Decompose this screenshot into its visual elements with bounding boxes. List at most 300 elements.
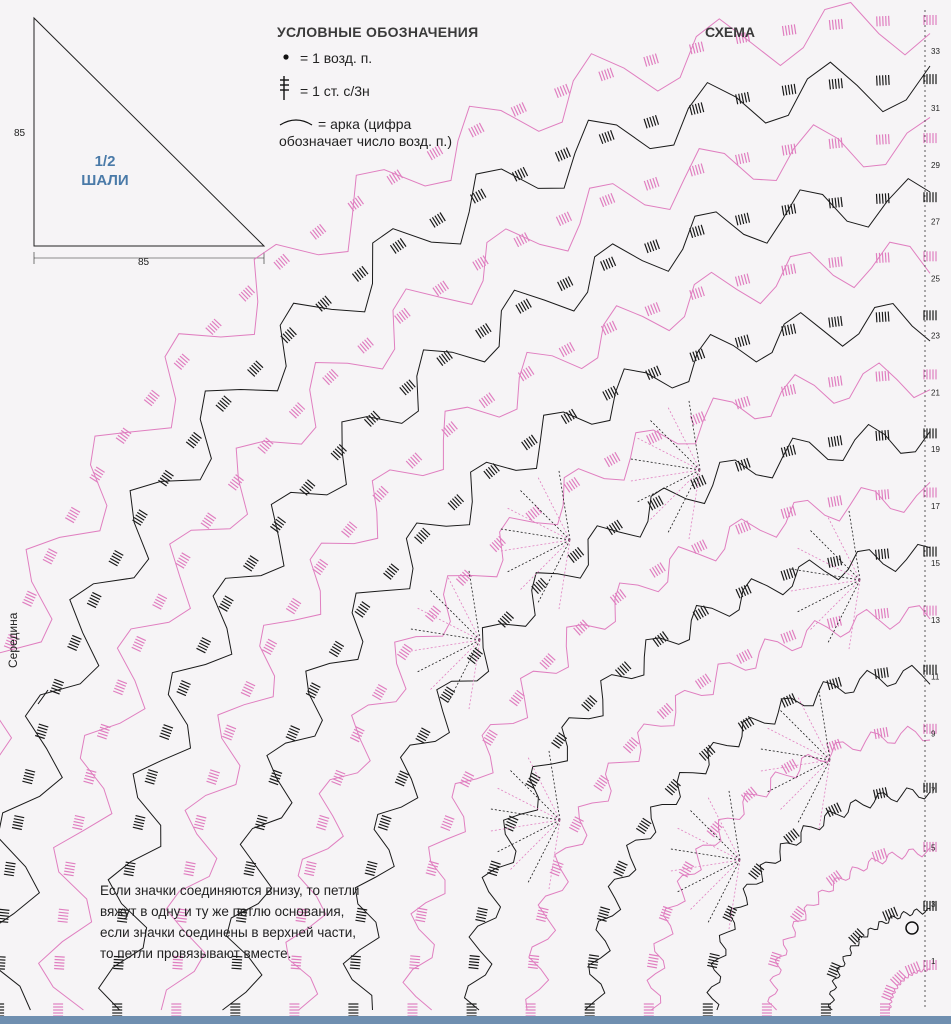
stitch-mark	[781, 571, 784, 581]
stitch-mark	[832, 139, 833, 149]
stitch-mark	[162, 730, 171, 733]
stitch-mark	[269, 781, 278, 784]
stitch-mark	[837, 436, 839, 446]
fan-spoke	[651, 470, 701, 520]
stitch-mark	[833, 617, 835, 627]
stitch-mark	[410, 962, 420, 963]
stitch-mark	[124, 874, 134, 876]
row-number-label: 1	[931, 957, 936, 966]
dot-icon	[283, 54, 288, 59]
stitch-mark	[184, 871, 194, 873]
row-number-label: 29	[931, 160, 940, 170]
stitch-mark	[529, 961, 539, 962]
stitch-mark	[655, 54, 658, 64]
stitch-mark	[741, 398, 744, 408]
stitch-mark	[647, 118, 650, 128]
stitch-mark	[4, 871, 14, 873]
stitch-mark	[879, 549, 880, 559]
stitch-mark	[416, 917, 426, 919]
stitch-mark	[99, 730, 109, 733]
stitch-mark	[74, 819, 84, 821]
stitch-mark	[605, 70, 608, 80]
stitch-mark	[785, 145, 787, 155]
stitch-mark	[744, 397, 747, 407]
stitch-mark	[838, 739, 842, 748]
stitch-mark	[173, 965, 183, 966]
stitch-mark	[881, 668, 882, 678]
stitch-mark	[54, 966, 64, 967]
fan-spoke	[691, 811, 741, 861]
stitch-mark	[14, 819, 24, 821]
row-number-label: 27	[931, 217, 940, 227]
stitch-mark	[555, 89, 559, 98]
stitch-mark	[695, 43, 697, 53]
fan-spoke	[431, 640, 481, 690]
stitch-mark	[380, 821, 390, 824]
stitch-mark	[5, 868, 15, 870]
stitch-mark	[382, 816, 392, 819]
stitch-mark	[59, 909, 69, 910]
row-number-label: 15	[931, 558, 940, 568]
stitch-mark	[410, 965, 420, 966]
stitch-mark	[888, 371, 889, 381]
row-number-label: 19	[931, 445, 940, 455]
stitch-mark	[73, 824, 83, 826]
stitch-mark	[318, 821, 328, 824]
stitch-mark	[647, 966, 657, 968]
stitch-mark	[39, 724, 49, 727]
stitch-mark	[194, 827, 204, 830]
stitch-mark	[877, 194, 878, 204]
stitch-mark	[838, 19, 839, 29]
stitch-mark	[469, 959, 479, 960]
stitch-mark	[832, 258, 833, 268]
fan-spoke	[498, 788, 560, 820]
arch-icon	[280, 120, 312, 125]
stitch-mark	[550, 872, 559, 876]
stitch-mark	[305, 870, 315, 872]
stitch-mark	[195, 821, 205, 824]
stitch-mark	[409, 968, 419, 969]
stitch-mark	[648, 243, 651, 252]
stitch-mark	[781, 634, 785, 643]
stitch-mark	[101, 724, 111, 727]
stitch-mark	[880, 75, 881, 85]
stitch-mark	[741, 214, 743, 224]
stitch-mark	[55, 960, 65, 961]
row-number-label: 33	[931, 47, 940, 56]
stitch-mark	[835, 198, 836, 208]
half-shawl-triangle	[34, 18, 264, 246]
stitch-mark	[791, 25, 792, 35]
stitch-mark	[134, 821, 144, 823]
stitch-mark	[551, 869, 560, 873]
stitch-mark	[608, 131, 611, 140]
stitch-mark	[876, 550, 877, 560]
fan-spoke	[431, 591, 481, 641]
stitch-mark	[885, 193, 886, 203]
stitch-mark	[886, 727, 888, 737]
stitch-mark	[829, 139, 830, 149]
stitch-mark	[840, 435, 842, 445]
stitch-mark	[272, 773, 281, 776]
stitch-mark	[645, 307, 649, 316]
stitch-mark	[227, 725, 236, 729]
stitch-mark	[841, 376, 842, 386]
stitch-mark	[690, 105, 693, 115]
stitch-mark	[738, 337, 741, 347]
stitch-mark	[490, 864, 500, 867]
stitch-mark	[23, 778, 33, 781]
stitch-mark	[125, 865, 135, 867]
chart-row-8	[465, 544, 931, 1010]
fan-spoke	[668, 408, 700, 470]
fan-spoke	[501, 529, 570, 540]
fan-spoke	[538, 478, 570, 540]
stitch-mark	[872, 852, 875, 862]
stitch-mark	[563, 85, 567, 94]
stitch-mark	[232, 968, 242, 969]
stitch-mark	[827, 680, 830, 690]
stitch-mark	[835, 79, 836, 89]
stitch-mark	[830, 618, 832, 628]
stitch-mark	[883, 728, 885, 738]
stitch-mark	[881, 849, 884, 859]
stitch-mark	[232, 965, 242, 966]
stitch-mark	[588, 961, 598, 962]
stitch-mark	[186, 862, 196, 864]
stitch-mark	[788, 265, 790, 275]
stitch-mark	[0, 960, 5, 961]
stitch-mark	[698, 103, 701, 113]
stitch-mark	[410, 959, 420, 960]
stitch-mark	[653, 178, 656, 187]
stitch-mark	[785, 26, 787, 36]
stitch-mark	[194, 824, 204, 827]
fan-spoke	[791, 580, 860, 591]
stitch-mark	[701, 102, 704, 112]
stitch-mark	[134, 824, 144, 826]
stitch-mark	[693, 227, 696, 237]
stitch-mark	[791, 204, 793, 214]
stitch-mark	[747, 274, 750, 284]
fan-spoke	[729, 860, 740, 929]
stitch-mark	[787, 446, 790, 456]
middle-label: Середина	[6, 612, 20, 668]
fan-spoke	[828, 518, 860, 580]
row-number-label: 9	[931, 729, 936, 739]
stitch-mark	[788, 85, 790, 95]
stitch-mark	[0, 969, 5, 970]
stitch-mark	[54, 963, 64, 964]
stitch-mark	[611, 130, 614, 139]
fan-spoke	[781, 760, 831, 810]
stitch-mark	[65, 868, 75, 870]
stitch-mark	[610, 68, 613, 77]
stitch-mark	[882, 194, 883, 204]
stitch-mark	[741, 336, 744, 346]
fan-spoke	[761, 749, 830, 760]
stitch-mark	[881, 609, 882, 619]
stitch-mark	[444, 819, 453, 823]
stitch-mark	[661, 912, 670, 915]
stitch-mark	[97, 736, 107, 739]
stitch-mark	[417, 911, 427, 913]
fan-spoke	[411, 640, 480, 651]
stitch-mark	[418, 908, 428, 910]
stitch-mark	[52, 685, 61, 689]
stitch-mark	[831, 497, 833, 507]
stitch-mark	[748, 92, 750, 102]
stitch-mark	[879, 490, 880, 500]
stitch-mark	[75, 816, 85, 818]
stitch-mark	[772, 952, 782, 955]
stitch-mark	[4, 874, 14, 876]
stitch-mark	[832, 198, 833, 208]
stitch-mark	[791, 84, 793, 94]
stitch-mark	[841, 257, 842, 267]
stitch-mark	[701, 287, 704, 297]
stitch-mark	[350, 965, 360, 966]
stitch-mark	[54, 679, 63, 683]
stitch-mark	[415, 920, 425, 922]
stitch-mark	[782, 206, 784, 216]
stitch-mark	[835, 377, 837, 387]
stitch-mark	[304, 873, 314, 875]
fan-spoke	[491, 820, 560, 831]
half-shawl-fraction: 1/2	[94, 153, 116, 170]
stitch-mark	[147, 773, 157, 776]
stitch-mark	[835, 257, 836, 267]
legend-title: УСЛОВНЫЕ ОБОЗНАЧЕНИЯ	[277, 24, 479, 40]
stitch-mark	[605, 195, 609, 204]
stitch-mark	[739, 215, 741, 225]
row-number-label: 13	[931, 615, 940, 625]
stitch-mark	[24, 775, 34, 778]
chart-row-2	[829, 908, 930, 1010]
stitch-mark	[794, 204, 796, 214]
stitch-mark	[136, 816, 146, 818]
stitch-mark	[58, 921, 68, 922]
stitch-mark	[741, 275, 744, 285]
stitch-mark	[747, 458, 750, 468]
stitch-mark	[784, 633, 788, 642]
fan-spoke	[708, 798, 740, 860]
stitch-mark	[838, 197, 839, 207]
stitch-mark	[58, 915, 68, 916]
stitch-mark	[536, 919, 546, 921]
stitch-mark	[172, 968, 182, 969]
stitch-mark	[0, 921, 8, 922]
stitch-mark	[184, 874, 194, 876]
stitch-mark	[838, 376, 840, 386]
stitch-mark	[874, 729, 876, 739]
stitch-mark	[470, 956, 480, 957]
stitch-mark	[698, 288, 701, 298]
stitch-mark	[645, 244, 648, 253]
stitch-mark	[747, 213, 749, 223]
stitch-mark	[829, 20, 830, 30]
fan-spoke	[849, 511, 860, 580]
fan-spoke	[651, 421, 701, 471]
stitch-mark	[98, 733, 107, 736]
stitch-mark	[738, 276, 741, 286]
stitch-mark	[791, 324, 793, 334]
stitch-mark	[560, 86, 564, 95]
stitch-mark	[291, 968, 301, 969]
stitch-mark	[477, 911, 487, 913]
stitch-mark	[87, 770, 97, 773]
stitch-mark	[770, 958, 780, 961]
stitch-mark	[648, 963, 658, 965]
stitch-mark	[256, 821, 266, 824]
stitch-mark	[13, 822, 23, 824]
stitch-mark	[832, 317, 833, 327]
stitch-mark	[306, 865, 316, 867]
stitch-mark	[885, 253, 886, 263]
stitch-mark	[701, 349, 704, 358]
stitch-mark	[64, 874, 74, 876]
stitch-mark	[794, 84, 796, 94]
stitch-mark	[876, 312, 877, 322]
stitch-mark	[790, 385, 792, 395]
stitch-mark	[649, 957, 659, 959]
half-shawl-label	[60, 152, 150, 190]
stitch-mark	[145, 781, 155, 784]
stitch-mark	[332, 782, 341, 786]
stitch-mark	[607, 69, 610, 79]
stitch-mark	[884, 608, 885, 618]
stitch-mark	[469, 962, 479, 963]
stitch-mark	[53, 682, 62, 686]
stitch-mark	[701, 225, 704, 235]
stitch-mark	[693, 105, 696, 115]
stitch-mark	[662, 909, 671, 912]
stitch-mark	[829, 318, 830, 328]
stitch-mark	[888, 430, 889, 440]
stitch-mark	[889, 134, 890, 144]
stitch-mark	[160, 736, 169, 740]
stitch-mark	[197, 816, 207, 819]
stitch-mark	[747, 335, 750, 345]
stitch-mark	[835, 138, 836, 148]
stitch-mark	[789, 631, 793, 640]
stitch-mark	[791, 264, 793, 274]
stitch-mark	[793, 567, 796, 577]
stitch-mark	[710, 954, 720, 956]
stitch-mark	[644, 181, 647, 191]
fan-spoke	[501, 540, 570, 551]
stitch-mark	[653, 116, 656, 126]
stitch-mark	[834, 557, 836, 567]
stitch-mark	[208, 778, 218, 781]
stitch-mark	[793, 506, 796, 516]
stitch-mark	[788, 25, 789, 35]
stitch-mark	[876, 372, 877, 382]
fan-spoke	[638, 438, 700, 470]
stitch-mark	[22, 781, 32, 784]
stitch-mark	[65, 865, 75, 867]
stitch-mark	[66, 862, 76, 864]
stitch-mark	[885, 549, 886, 559]
stitch-mark	[878, 850, 881, 860]
fan-spoke	[491, 809, 560, 820]
stitch-mark	[648, 306, 652, 315]
stitch-mark	[742, 93, 744, 103]
stitch-mark	[736, 525, 740, 534]
fan-spoke	[511, 820, 561, 870]
stitch-mark	[831, 437, 833, 447]
stitch-mark	[537, 913, 547, 915]
stitch-mark	[319, 818, 329, 821]
stitch-mark	[0, 966, 5, 967]
stitch-mark	[367, 864, 377, 867]
row-number-label: 23	[931, 331, 940, 341]
stitch-mark	[650, 117, 653, 127]
stitch-mark	[599, 913, 609, 916]
stitch-mark	[257, 818, 267, 821]
stitch-mark	[553, 864, 562, 868]
stitch-mark	[441, 827, 450, 831]
stitch-mark	[701, 42, 703, 52]
stitch-mark	[736, 94, 738, 104]
stitch-mark	[64, 871, 74, 873]
stitch-mark	[736, 216, 738, 226]
stitch-mark	[835, 740, 838, 749]
stitch-mark	[783, 26, 784, 36]
stitch-mark	[244, 874, 254, 876]
stitch-mark	[163, 728, 172, 731]
legend-dc-text: = 1 ст. с/3н	[300, 83, 370, 99]
stitch-mark	[146, 778, 156, 781]
stitch-mark	[653, 241, 656, 250]
stitch-mark	[648, 960, 658, 962]
stitch-mark	[841, 78, 842, 88]
fan-spoke	[631, 459, 700, 470]
stitch-mark	[600, 910, 610, 913]
starting-ring	[906, 922, 918, 934]
fan-spoke	[729, 791, 740, 860]
stitch-mark	[469, 965, 479, 966]
stitch-mark	[410, 956, 420, 957]
fan-spoke	[521, 540, 571, 590]
stitch-mark	[84, 778, 94, 781]
stitch-mark	[557, 87, 561, 96]
stitch-mark	[656, 240, 660, 249]
stitch-mark	[124, 871, 134, 873]
stitch-mark	[381, 818, 391, 821]
stitch-mark	[113, 965, 123, 966]
stitch-mark	[781, 509, 784, 519]
stitch-mark	[644, 119, 647, 129]
stitch-mark	[255, 827, 265, 830]
stitch-mark	[207, 781, 217, 784]
stitch-mark	[475, 920, 485, 922]
stitch-mark	[365, 873, 375, 875]
stitch-mark	[366, 870, 376, 873]
stitch-mark	[0, 909, 9, 910]
stitch-mark	[378, 827, 388, 830]
stitch-mark	[784, 447, 787, 457]
stitch-mark	[832, 377, 833, 387]
stitch-mark	[696, 288, 699, 298]
fan-spoke	[469, 571, 480, 640]
stitch-mark	[651, 305, 655, 314]
stitch-mark	[794, 144, 796, 154]
stitch-mark	[788, 145, 790, 155]
stitch-mark	[836, 617, 838, 627]
stitch-mark	[885, 430, 886, 440]
